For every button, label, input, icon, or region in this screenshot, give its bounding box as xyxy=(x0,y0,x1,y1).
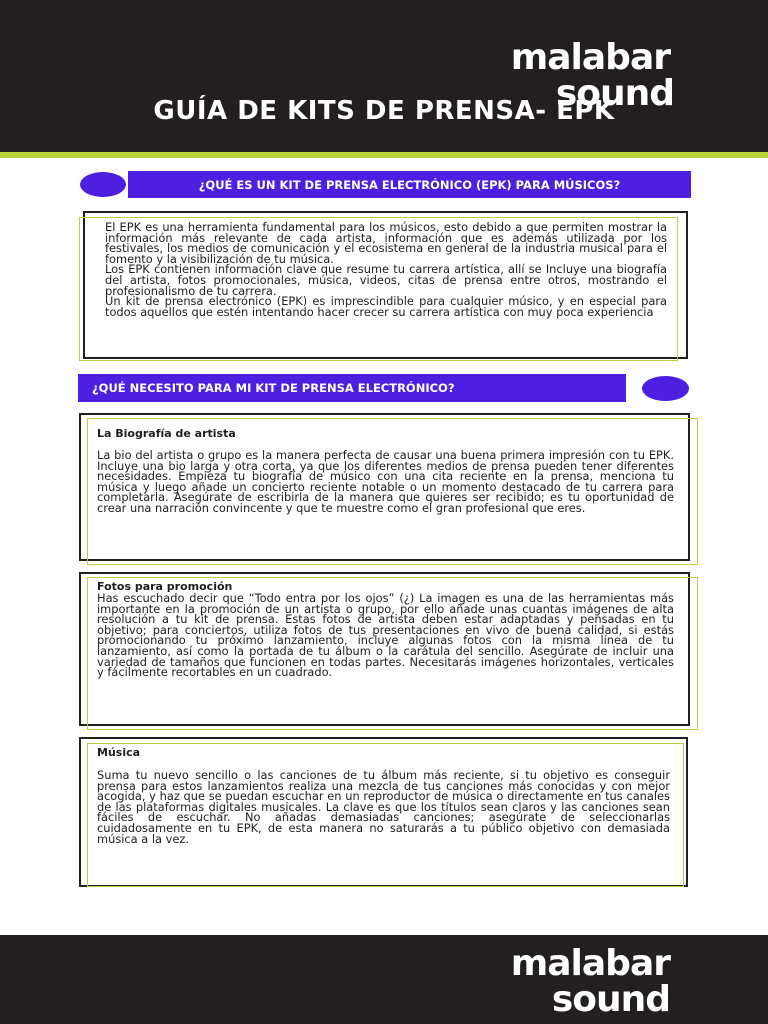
section1-box xyxy=(83,211,688,359)
logo-line-2: sound xyxy=(551,979,670,1020)
logo-line-1: malabar xyxy=(510,37,670,78)
section1-paragraph: El EPK es una herramienta fundamental para los músicos, esto debido a que permiten mostrar la información más relevante de cada artista, información que es además utilizada por los festivales, los medios de comunicación y el ecosistema en general de la industria musical para el fomento y la visibilización de tu música. xyxy=(105,220,667,266)
document-title: GUÍA DE KITS DE PRENSA- EPK xyxy=(153,96,615,126)
logo-line-1: malabar xyxy=(510,943,670,984)
section2-heading: ¿QUÉ NECESITO PARA MI KIT DE PRENSA ELECTRÓNICO? xyxy=(78,374,626,402)
section1-heading: ¿QUÉ ES UN KIT DE PRENSA ELECTRÓNICO (EPK) PARA MÚSICOS? xyxy=(128,171,691,198)
music-box xyxy=(79,737,688,887)
footer-brand-logo xyxy=(510,943,670,1020)
biography-title: La Biografía de artista xyxy=(97,427,236,440)
music-title: Música xyxy=(97,746,141,759)
biography-text: La bio del artista o grupo es la manera perfecta de causar una buena primera impresión con tu EPK. Incluye una bio larga y otra corta, ya que los diferentes medios de prensa pueden tener diferentes necesidades. Empieza tu biografía de músico con una cita reciente en la prensa, menciona tu música y luego añade un concierto reciente notable o un momento destacado de tu carrera para completarla. Asegúrate de escribirla de la manera que quieres ser recibido; es tu oportunidad de crear una narración convincente y que te muestre como el gran profesional que eres. xyxy=(97,448,674,515)
biography-box xyxy=(79,413,690,561)
logo-line-2: sound xyxy=(555,73,674,114)
photos-box xyxy=(79,572,690,726)
header-accent-line xyxy=(0,152,768,158)
photos-title: Fotos para promoción xyxy=(97,580,233,593)
section1-paragraph: Un kit de prensa electrónico (EPK) es imprescindible para cualquier músico, y en especial para todos aquellos que estén intentando hacer crecer su carrera artística con muy poca experiencia xyxy=(105,294,667,319)
purple-dot-decoration xyxy=(642,376,689,401)
purple-dot-decoration xyxy=(80,172,126,197)
section1-text xyxy=(105,222,667,317)
music-text: Suma tu nuevo sencillo o las canciones de tu álbum más reciente, si tu objetivo es conseguir prensa para estos lanzamientos realiza una mezcla de tus canciones más conocidas y con mejor acogida, y haz que se puedan escuchar en un reproductor de música o directamente en tus canales de las plataformas digitales musicales. La clave es que los títulos sean claros y las canciones sean fáciles de escuchar. No añadas demasiadas canciones; asegúrate de seleccionarlas cuidadosamente en tu EPK, de esta manera no saturarás a tu público objetivo con demasiada música a la vez. xyxy=(97,768,670,846)
section1-paragraph: Los EPK contienen información clave que resume tu carrera artística, allí se Incluye una biografía del artista, fotos promocionales, música, videos, citas de prensa entre otros, mostrando el profesionalismo de tu carrera. xyxy=(105,262,667,298)
photos-text: Has escuchado decir que “Todo entra por los ojos” (¿) La imagen es una de las herramientas más importante en la promoción de un artista o grupo, por ello añade unas cuantas imágenes de alta resolución a tu kit de prensa. Estas fotos de artista deben estar adaptadas y pensadas en tu objetivo; para conciertos, utiliza fotos de tus presentaciones en vivo de buena calidad, si estás promocionando tu próximo lanzamiento, incluye algunas fotos con la misma línea de tu lanzamiento, así como la portada de tu álbum o la carátula del sencillo. Asegúrate de incluir una variedad de tamaños que funcionen en todas partes. Necesitarás imágenes horizontales, verticales y fácilmente recortables en un cuadrado. xyxy=(97,591,674,680)
